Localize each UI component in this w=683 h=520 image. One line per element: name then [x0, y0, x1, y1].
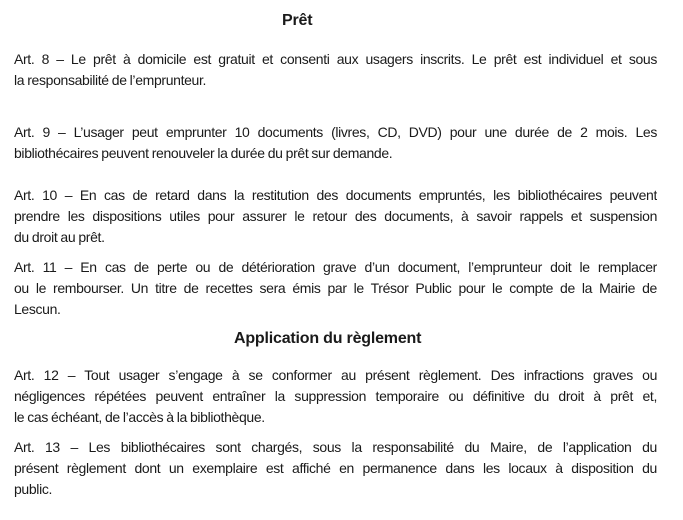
article-line: présent règlement dont un exemplaire est affiché en permanence dans les locaux à disposition du [14, 460, 657, 476]
article-line: la responsabilité de l’emprunteur. [14, 72, 207, 88]
article-line: ou le rembourser. Un titre de recettes sera émis par le Trésor Public pour le compte de la Mairie de [14, 280, 657, 296]
article-9 [14, 122, 657, 164]
section-heading-application: Application du règlement [234, 330, 422, 347]
section-heading-pret: Prêt [282, 12, 313, 29]
article-line: Art. 10 – En cas de retard dans la restitution des documents empruntés, les bibliothécaires peuvent [14, 187, 657, 203]
article-line: prendre les dispositions utiles pour assurer le retour des documents, à savoir rappels et suspension [14, 208, 657, 224]
article-line: Art. 12 – Tout usager s’engage à se conformer au présent règlement. Des infractions graves ou [14, 367, 657, 383]
article-line: négligences répétées peuvent entraîner la suppression temporaire ou définitive du droit à prêt et, [14, 388, 657, 404]
article-line: Art. 13 – Les bibliothécaires sont chargés, sous la responsabilité du Maire, de l’application du [14, 439, 657, 455]
article-10 [14, 185, 657, 248]
article-11 [14, 257, 657, 320]
article-13 [14, 437, 657, 500]
article-line: Art. 11 – En cas de perte ou de détérioration grave d’un document, l’emprunteur doit le remplacer [14, 259, 657, 275]
article-line: Art. 9 – L’usager peut emprunter 10 documents (livres, CD, DVD) pour une durée de 2 mois. Les [14, 124, 657, 140]
article-line: du droit au prêt. [14, 229, 105, 245]
article-line: Lescun. [14, 301, 61, 317]
article-12 [14, 365, 657, 428]
article-line: public. [14, 481, 53, 497]
article-line: le cas échéant, de l’accès à la bibliothèque. [14, 409, 265, 425]
article-line: Art. 8 – Le prêt à domicile est gratuit et consenti aux usagers inscrits. Le prêt est individuel et sous [14, 51, 657, 67]
article-8 [14, 49, 657, 91]
article-line: bibliothécaires peuvent renouveler la durée du prêt sur demande. [14, 145, 393, 161]
